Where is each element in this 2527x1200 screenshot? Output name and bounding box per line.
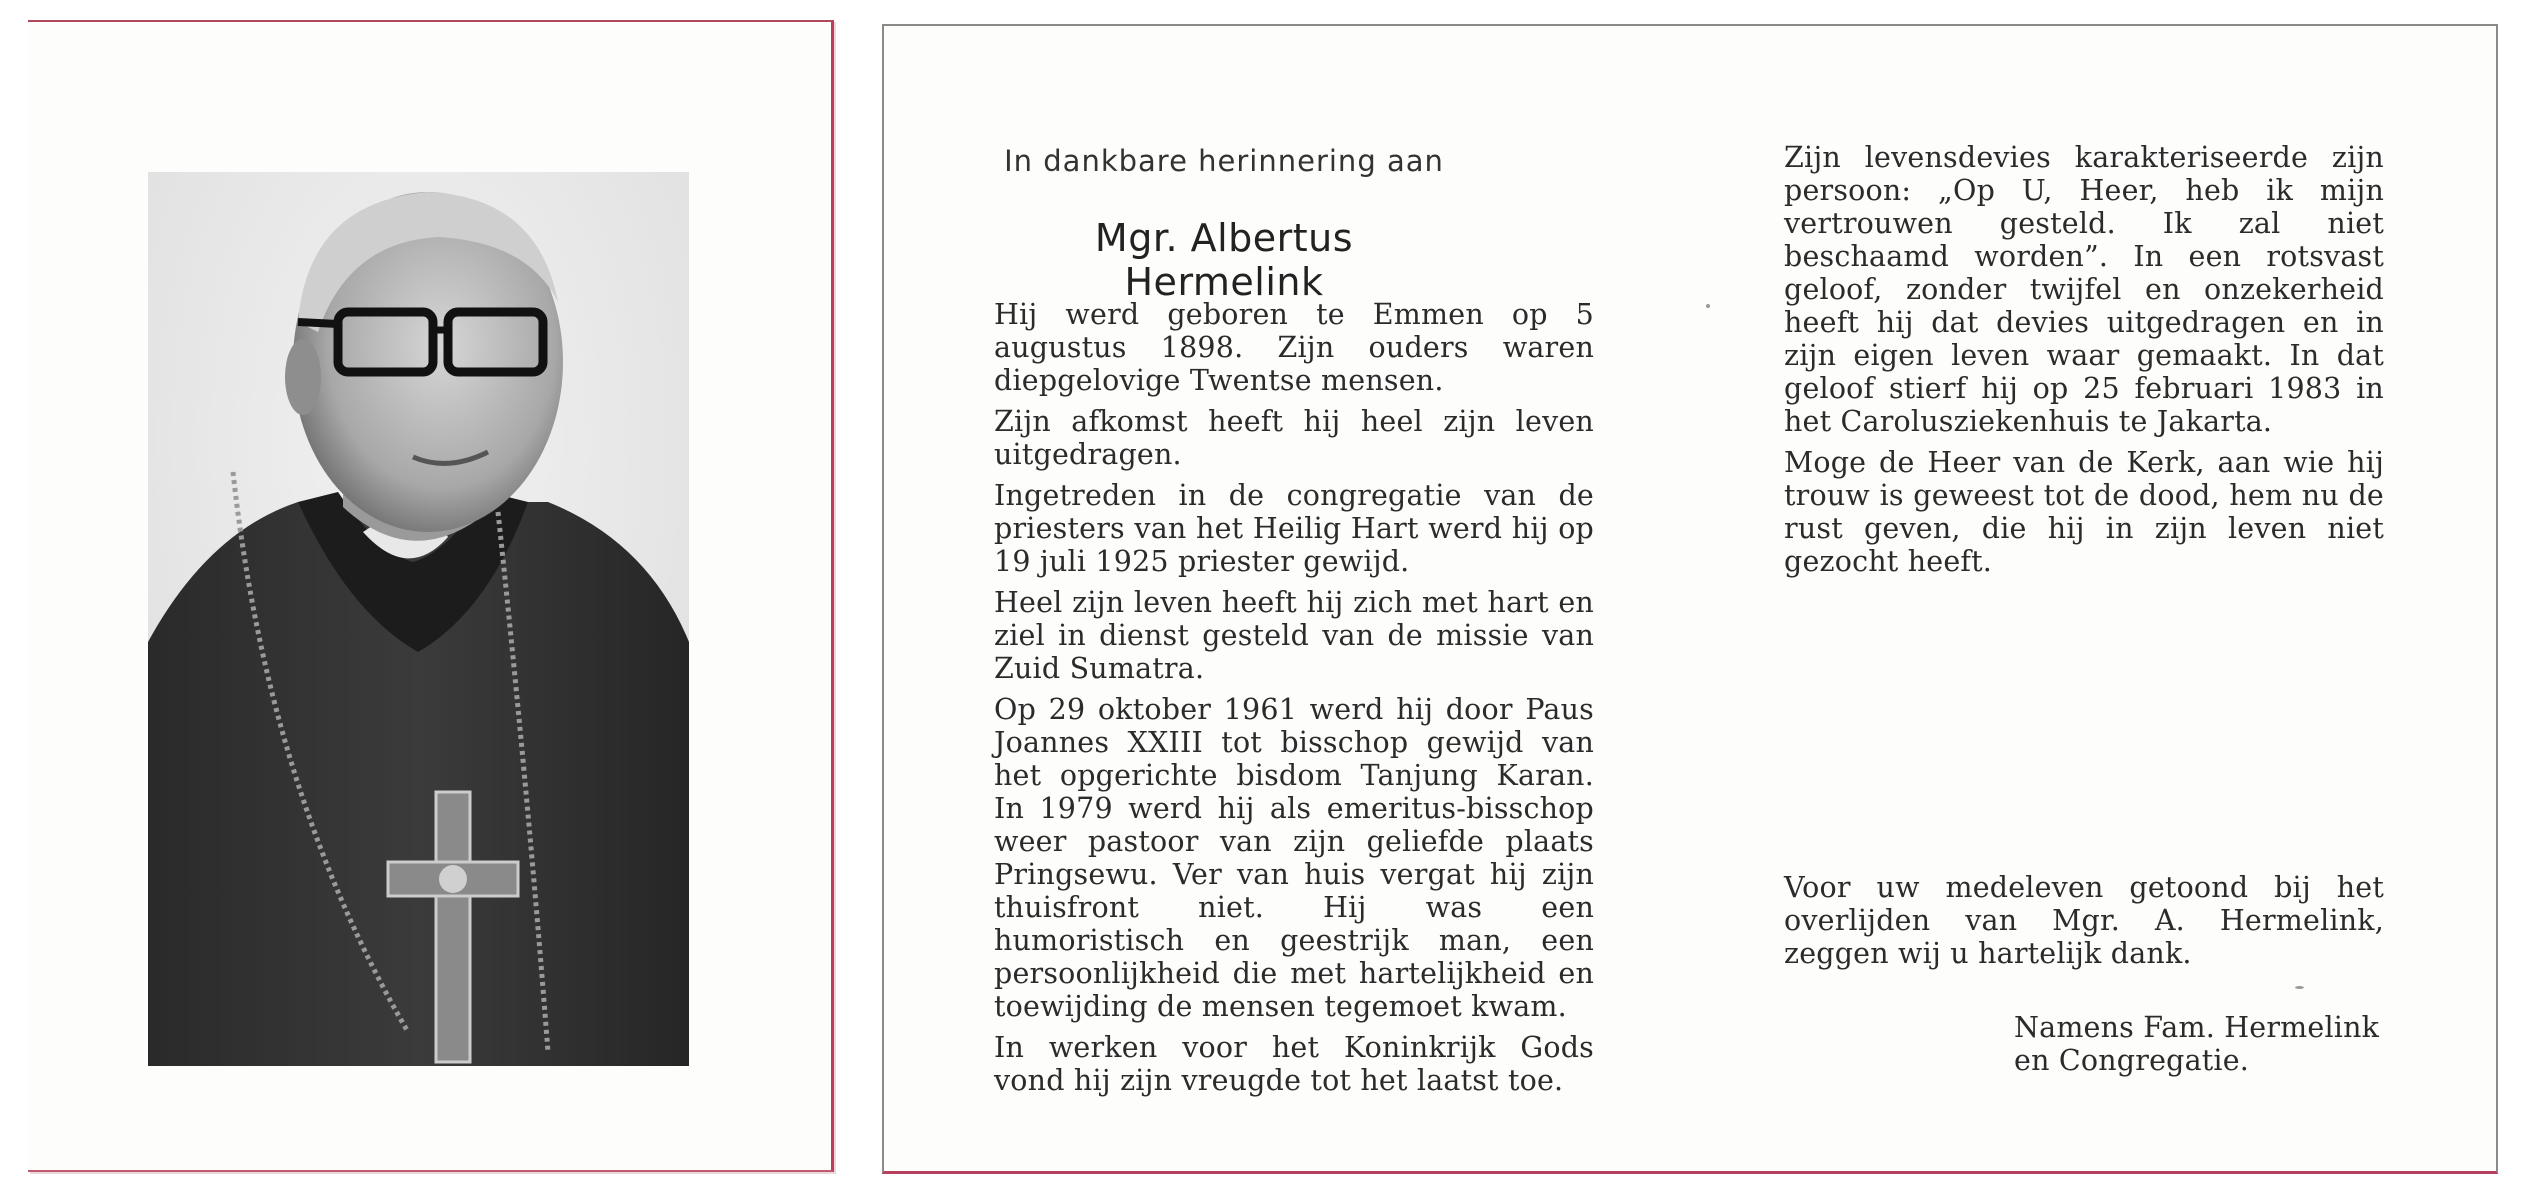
- biography-column: [994, 298, 1594, 1105]
- bio-paragraph: Heel zijn leven heeft hij zich met hart en ziel in dienst gesteld van de missie van Zuid Sumatra.: [994, 586, 1594, 685]
- signature-block: [2014, 1011, 2394, 1077]
- right-card-panel: [882, 24, 2498, 1174]
- portrait-photo: [148, 172, 689, 1066]
- prayer-paragraph: Moge de Heer van de Kerk, aan wie hij trouw is geweest tot de dood, hem nu de rust geven, die hij in zijn leven niet gezocht heeft.: [1784, 446, 2384, 578]
- left-card-panel: [28, 20, 834, 1172]
- signature-line-family: Namens Fam. Hermelink: [2014, 1011, 2380, 1044]
- paper-speck: [1706, 304, 1710, 308]
- bio-paragraph: Hij werd geboren te Emmen op 5 augustus 1898. Zijn ouders waren diepgelovige Twentse mensen.: [994, 298, 1594, 397]
- paper-speck: [2295, 986, 2304, 989]
- header-block: [994, 26, 1454, 326]
- motto-column: [1784, 141, 2384, 586]
- bio-paragraph: Ingetreden in de congregatie van de priesters van het Heilig Hart werd hij op 19 juli 1925 priester gewijd.: [994, 479, 1594, 578]
- motto-paragraph: Zijn levensdevies karakteriseerde zijn persoon: „Op U, Heer, heb ik mijn vertrouwen gesteld. Ik zal niet beschaamd worden”. In een rotsvast geloof, zonder twijfel en onzekerheid heeft hij dat devies uitgedragen en in zijn eigen leven waar gemaakt. In dat geloof stierf hij op 25 februari 1983 in het Carolusziekenhuis te Jakarta.: [1784, 141, 2384, 438]
- intro-heading: In dankbare herinnering aan: [1004, 144, 1444, 178]
- bio-paragraph: Zijn afkomst heeft hij heel zijn leven uitgedragen.: [994, 405, 1594, 471]
- signature-line-congregation: en Congregatie.: [2014, 1044, 2250, 1077]
- deceased-name: Mgr. Albertus Hermelink: [1094, 216, 1354, 304]
- bio-paragraph: In werken voor het Koninkrijk Gods vond hij zijn vreugde tot het laatst toe.: [994, 1031, 1594, 1097]
- thanks-paragraph: Voor uw medeleven getoond bij het overlijden van Mgr. A. Hermelink, zeggen wij u hartelijk dank.: [1784, 871, 2384, 970]
- bio-paragraph: Op 29 oktober 1961 werd hij door Paus Joannes XXIII tot bisschop gewijd van het opgerichte bisdom Tanjung Karan. In 1979 werd hij als emeritus-bisschop weer pastoor van zijn geliefde plaats Pringsewu. Ver van huis vergat hij zijn thuisfront niet. Hij was een humoristisch en geestrijk man, een persoonlijkheid die met hartelijkheid en toewijding de mensen tegemoet kwam.: [994, 693, 1594, 1023]
